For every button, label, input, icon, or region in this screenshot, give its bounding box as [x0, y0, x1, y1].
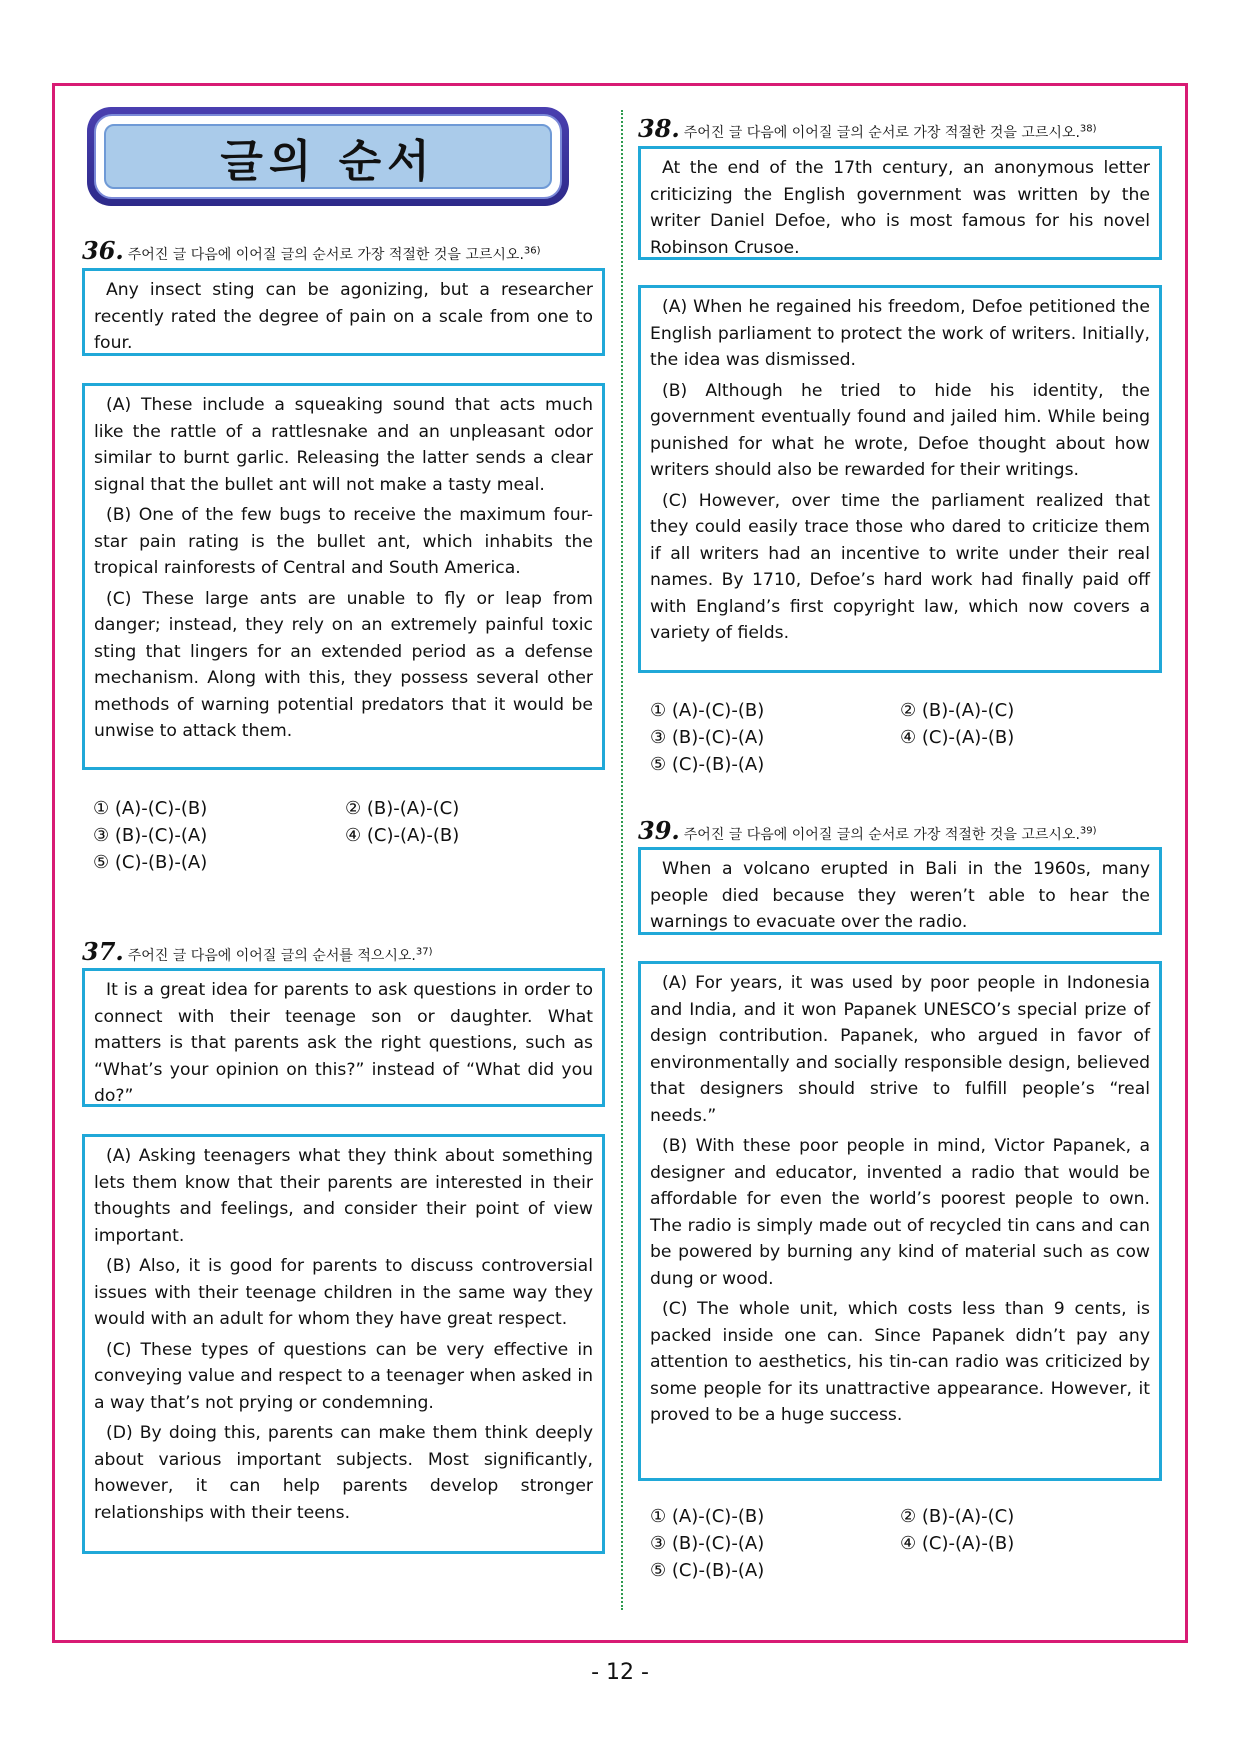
- choice-2[interactable]: ② (B)-(A)-(C): [900, 1506, 1015, 1527]
- choice-1[interactable]: ① (A)-(C)-(B): [650, 700, 765, 721]
- choice-4[interactable]: ④ (C)-(A)-(B): [345, 825, 460, 846]
- column-divider: [621, 110, 623, 1610]
- paragraph-a: (A) Asking teenagers what they think about something lets them know that their parents are interested in their thoughts and feelings, and consider their point of view important.: [94, 1146, 593, 1246]
- question-number: 38.: [638, 114, 680, 143]
- choice-2[interactable]: ② (B)-(A)-(C): [900, 700, 1015, 721]
- question-38-intro-box: [638, 146, 1162, 260]
- question-38-paragraphs-box: [638, 285, 1162, 673]
- footnote-marker: 36): [523, 245, 541, 257]
- question-37-header: [82, 937, 433, 966]
- question-39-intro-box: [638, 847, 1162, 935]
- question-instruction: 주어진 글 다음에 이어질 글의 순서로 가장 적절한 것을 고르시오.: [127, 247, 524, 263]
- paragraph-c: (C) These types of questions can be very effective in conveying value and respect to a teenager when asked in a way that’s not prying or condemning.: [94, 1339, 593, 1413]
- choice-1[interactable]: ① (A)-(C)-(B): [93, 798, 208, 819]
- page-number: - 12 -: [591, 1660, 649, 1685]
- question-number: 39.: [638, 816, 680, 845]
- question-36-paragraphs-box: [82, 383, 605, 770]
- question-number: 36.: [82, 236, 124, 265]
- choice-4[interactable]: ④ (C)-(A)-(B): [900, 1533, 1015, 1554]
- question-36-intro-box: [82, 268, 605, 356]
- paragraph-d: (D) By doing this, parents can make them think deeply about various important subjects. Most significantly, however, it can help parents develop stronger relationships with their teens.: [94, 1423, 593, 1523]
- paragraph-c: (C) These large ants are unable to fly or leap from danger; instead, they rely on an extremely painful toxic sting that lingers for an extended period as a defense mechanism. Along with this, they possess several other methods of warning potential predators that it would be unwise to attack them.: [94, 588, 593, 741]
- question-instruction: 주어진 글 다음에 이어질 글의 순서로 가장 적절한 것을 고르시오.: [683, 827, 1080, 843]
- intro-text: At the end of the 17th century, an anonymous letter criticizing the English government was written by the writer Daniel Defoe, who is most famous for his novel Robinson Crusoe.: [650, 158, 1150, 258]
- footnote-marker: 39): [1079, 825, 1097, 837]
- question-instruction: 주어진 글 다음에 이어질 글의 순서로 가장 적절한 것을 고르시오.: [683, 125, 1080, 141]
- question-number: 37.: [82, 937, 124, 966]
- intro-text: It is a great idea for parents to ask questions in order to connect with their teenage son or daughter. What matters is that parents ask the right questions, such as “What’s your opinion on this?” instead of “What did you do?”: [94, 980, 593, 1106]
- question-36-header: [82, 236, 541, 265]
- paragraph-b: (B) One of the few bugs to receive the maximum four-star pain rating is the bullet ant, which inhabits the tropical rainforests of Central and South America.: [94, 505, 593, 578]
- intro-text: When a volcano erupted in Bali in the 1960s, many people died because they weren’t able to hear the warnings to evacuate over the radio.: [650, 859, 1150, 932]
- choice-4[interactable]: ④ (C)-(A)-(B): [900, 727, 1015, 748]
- choice-2[interactable]: ② (B)-(A)-(C): [345, 798, 460, 819]
- paragraph-b: (B) Also, it is good for parents to discuss controversial issues with their teenage children in the same way they would with an adult for whom they have great respect.: [94, 1256, 593, 1329]
- question-39-header: [638, 816, 1097, 845]
- choice-3[interactable]: ③ (B)-(C)-(A): [93, 825, 208, 846]
- footnote-marker: 37): [415, 946, 433, 958]
- intro-text: Any insect sting can be agonizing, but a researcher recently rated the degree of pain on a scale from one to four.: [94, 280, 593, 353]
- section-title: 글의 순서: [104, 124, 552, 189]
- paragraph-a: (A) For years, it was used by poor people in Indonesia and India, and it won Papanek UNESCO’s special prize of design contribution. Papanek, who argued in favor of environmentally and socially responsible design, believed that designers should strive to fulfill people’s “real needs.”: [650, 973, 1150, 1126]
- footnote-marker: 38): [1079, 123, 1097, 135]
- question-37-paragraphs-box: [82, 1134, 605, 1554]
- question-37-intro-box: [82, 968, 605, 1107]
- choice-3[interactable]: ③ (B)-(C)-(A): [650, 727, 765, 748]
- paragraph-a: (A) These include a squeaking sound that acts much like the rattle of a rattlesnake and an unpleasant odor similar to burnt garlic. Releasing the latter sends a clear signal that the bullet ant will not make a tasty meal.: [94, 395, 593, 495]
- paragraph-a: (A) When he regained his freedom, Defoe petitioned the English parliament to protect the work of writers. Initially, the idea was dismissed.: [650, 297, 1150, 370]
- question-39-paragraphs-box: [638, 961, 1162, 1481]
- question-instruction: 주어진 글 다음에 이어질 글의 순서를 적으시오.: [127, 948, 416, 964]
- paragraph-b: (B) With these poor people in mind, Victor Papanek, a designer and educator, invented a radio that would be affordable for even the world’s poorest people to own. The radio is simply made out of recycled tin cans and can be powered by burning any kind of material such as cow dung or wood.: [650, 1136, 1150, 1289]
- choice-5[interactable]: ⑤ (C)-(B)-(A): [650, 754, 765, 775]
- paragraph-c: (C) The whole unit, which costs less than 9 cents, is packed inside one can. Since Papanek didn’t pay any attention to aesthetics, his tin-can radio was criticized by some people for its unattractive appearance. However, it proved to be a huge success.: [650, 1299, 1150, 1425]
- paragraph-c: (C) However, over time the parliament realized that they could easily trace those who dared to criticize them if all writers had an incentive to write under their real names. By 1710, Defoe’s hard work had finally paid off with England’s first copyright law, which now covers a variety of fields.: [650, 490, 1150, 643]
- choice-5[interactable]: ⑤ (C)-(B)-(A): [650, 1560, 765, 1581]
- choice-5[interactable]: ⑤ (C)-(B)-(A): [93, 852, 208, 873]
- paragraph-b: (B) Although he tried to hide his identity, the government eventually found and jailed him. While being punished for what he wrote, Defoe thought about how writers should also be rewarded for their writings.: [650, 380, 1150, 480]
- question-38-header: [638, 114, 1097, 143]
- choice-3[interactable]: ③ (B)-(C)-(A): [650, 1533, 765, 1554]
- section-title-banner: [87, 107, 569, 206]
- choice-1[interactable]: ① (A)-(C)-(B): [650, 1506, 765, 1527]
